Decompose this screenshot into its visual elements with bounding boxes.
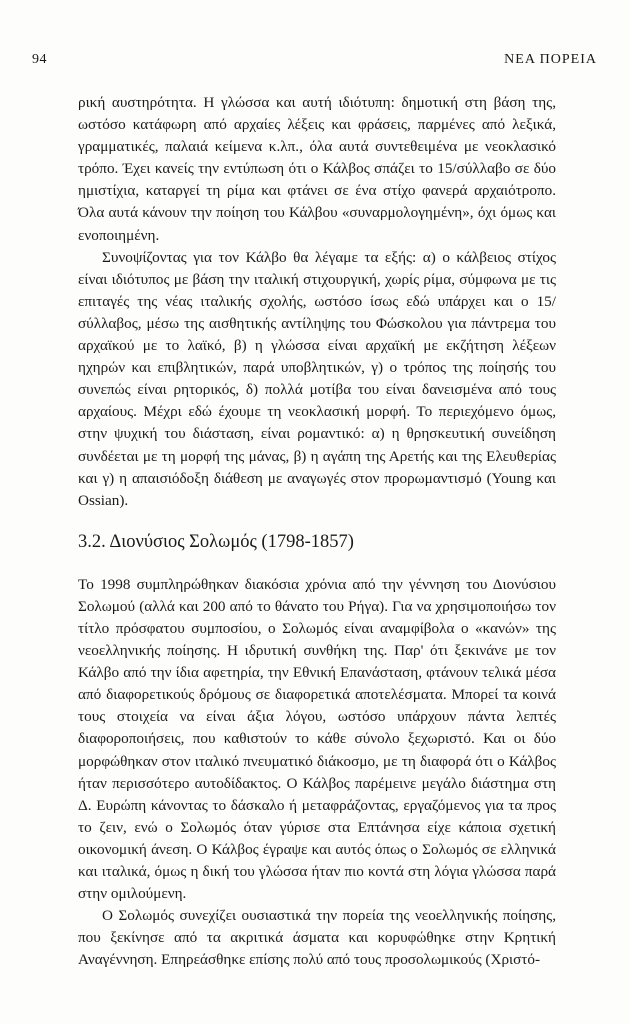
section-heading: 3.2. Διονύσιος Σολωμός (1798-1857): [78, 531, 354, 552]
running-head-title: ΝΕΑ ΠΟΡΕΙΑ: [504, 52, 597, 67]
running-head: [32, 52, 597, 72]
body-text: [78, 92, 556, 971]
paragraph-kalvos-language: ρική αυστηρότητα. Η γλώσσα και αυτή ιδιότυπη: δημοτική στη βάση της, ωστόσο κατάφωρη από αρχαίες λέξεις και φράσεις, παρμένες από λεξικά, γραμματικές, παλαιά κείμενα κ.λπ., όλα αυτά συντεθειμένα με νεοκλασικό τρόπο. Έχει κανείς την εντύπωση ότι ο Κάλβος σπάζει το 15/σύλλαβο σε δύο ημιστίχια, καταργεί τη ρίμα και φτάνει σε ένα στίχο φανερά αρχαιότροπο. Όλα αυτά κάνουν την ποίηση του Κάλβου «συναρμολογημένη», όχι όμως και ενοποιημένη.: [78, 94, 556, 244]
page-number: 94: [32, 52, 47, 67]
paragraph-solomos-continuation: Ο Σολωμός συνεχίζει ουσιαστικά την πορεία της νεοελληνικής ποίησης, που ξεκίνησε από τα ακριτικά άσματα και κορυφώθηκε στην Κρητική Αναγέννηση. Επηρεάσθηκε επίσης πολύ από τους προσολωμικούς (Χριστό-: [78, 907, 556, 969]
paragraph-solomos-intro: Το 1998 συμπληρώθηκαν διακόσια χρόνια από την γέννηση του Διονύσιου Σολωμού (αλλά και 200 από το θάνατο του Ρήγα). Για να χρησιμοποιήσω τον τίτλο πρόσφατου συμποσίου, ο Σολωμός είναι αναμφίβολα ο «κανών» της νεοελληνικής ποίησης. Η ιδρυτική συνθήκη της. Παρ' ότι ξεκινάνε με τον Κάλβο από την ίδια αφετηρία, την Εθνική Επανάσταση, φτάνουν τελικά μέσα από διαφορετικούς δρόμους σε διαφορετικά αποτελέσματα. Μπορεί τα κοινά τους στοιχεία να είναι άξια λόγου, ωστόσο υπάρχουν πάντα λεπτές διαφοροποιήσεις, που καθιστούν το κάθε σύνολο ξεχωριστό. Και οι δύο μορφώθηκαν στον ιταλικό πνευματικό διάκοσμο, με τη διαφορά ότι ο Κάλβος ήταν περισσότερο αυτοδίδακτος. Ο Κάλβος παρέμεινε μεγάλο διάστημα στη Δ. Ευρώπη κάνοντας το δάσκαλο ή μεταφράζοντας, εργαζόμενος για τα προς το ζειν, ενώ ο Σολωμός όταν γύρισε στα Επτάνησα είχε κάποια σχετική οικονομική άνεση. Ο Κάλβος έγραψε και αυτός όπως ο Σολωμός σε ελληνικά και ιταλικά, όμως η δική του γλώσσα ήταν πιο κοντά στη λόγια γλώσσα παρά στην ομιλούμενη.: [78, 575, 556, 903]
paragraph-kalvos-summary: Συνοψίζοντας για τον Κάλβο θα λέγαμε τα εξής: α) ο κάλβειος στίχος είναι ιδιότυπος με βάση την ιταλική στιχουργική, χωρίς ρίμα, σύμφωνα με τις επιταγές της νέας ιταλικής σχολής, ωστόσο ίσως εδώ υπάρχει και ο 15/σύλλαβος, μέσω της αισθητικής αντίληψης του Φώσκολου για πάντρεμα του αρχαϊκού με το λαϊκό, β) η γλώσσα είναι αρχαϊκή με εκζήτηση λέξεων ηχηρών και επιβλητικών, παρά υποβλητικών, γ) ο τρόπος της ποίησής του συνεπώς είναι ρητορικός, δ) πολλά μοτίβα του είναι δανεισμένα από τους αρχαίους. Μέχρι εδώ έχουμε τη νεοκλασική μορφή. Το περιεχόμενο όμως, στην ψυχική του διάσταση, είναι ρομαντικό: α) η θρησκευτική συνείδηση συνδέεται με τη μορφή της μάνας, β) η αγάπη της Αρετής και της Ελευθερίας και γ) η απαισιόδοξη διάθεση με αναγωγές στον προρωμαντισμό (Young και Ossian).: [78, 248, 556, 509]
